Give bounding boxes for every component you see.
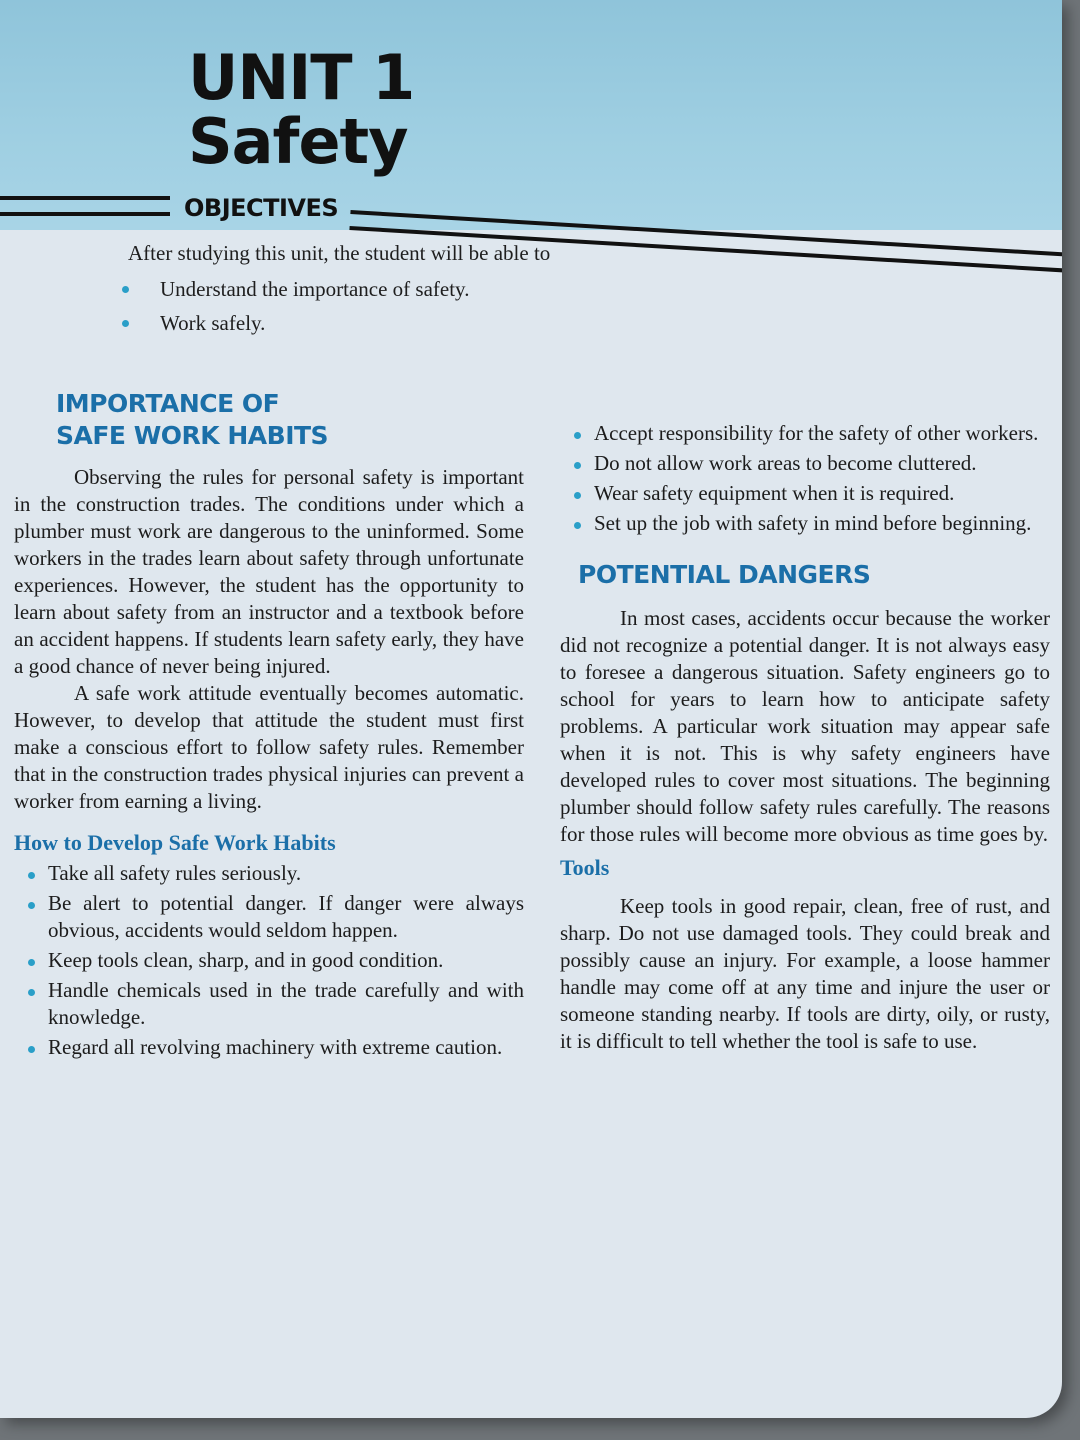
dangers-paragraph: In most cases, accidents occur because the worker did not recognize a potential danger. It is not always easy to foresee a dangerous situation. Safety engineers go to school for years to learn how to anticipate safety problems. A particular work situation may appear safe when it is not. This is why safety engineers have developed rules to cover most situations. The beginning plumber should follow safety rules carefully. The reasons for those rules will become more obvious as time goes by.	[560, 606, 1050, 846]
objectives-block	[128, 238, 688, 342]
habits-list-continued	[560, 420, 1050, 537]
importance-heading-line1: IMPORTANCE OF	[56, 389, 280, 418]
dangers-heading: POTENTIAL DANGERS	[578, 560, 871, 589]
importance-heading-line2: SAFE WORK HABITS	[56, 421, 329, 450]
importance-paragraph-2: A safe work attitude eventually becomes automatic. However, to develop that attitude the student must first make a conscious effort to follow safety rules. Remember that in the construction trades physical injuries can prevent a worker from earning a living.	[14, 681, 524, 813]
objectives-intro: After studying this unit, the student will be able to	[128, 241, 551, 265]
left-column	[14, 388, 524, 1064]
objective-item: Understand the importance of safety.	[128, 274, 688, 304]
habit-item: Regard all revolving machinery with extreme caution.	[14, 1034, 524, 1061]
objectives-list	[128, 274, 688, 338]
habit-item: Handle chemicals used in the trade carefully and with knowledge.	[14, 977, 524, 1031]
habit-item: Take all safety rules seriously.	[14, 860, 524, 887]
habit-item: Keep tools clean, sharp, and in good condition.	[14, 947, 524, 974]
habits-list	[14, 860, 524, 1061]
habit-item: Set up the job with safety in mind before beginning.	[560, 510, 1050, 537]
unit-title	[188, 41, 415, 178]
right-column	[560, 420, 1050, 1055]
habit-item: Accept responsibility for the safety of other workers.	[560, 420, 1050, 447]
objectives-heading: OBJECTIVES	[184, 194, 339, 222]
habits-heading: How to Develop Safe Work Habits	[14, 830, 336, 855]
unit-name: Safety	[188, 105, 408, 178]
tools-heading: Tools	[560, 855, 610, 880]
unit-number: UNIT 1	[188, 41, 415, 114]
importance-paragraph-1: Observing the rules for personal safety is important in the construction trades. The conditions under which a plumber must work are dangerous to the uninformed. Some workers in the trades learn about safety through unfortunate experiences. However, the student has the opportunity to learn about safety from an instructor and a textbook before an accident happens. If students learn safety early, they have a good chance of never being injured.	[14, 465, 524, 678]
objective-item: Work safely.	[128, 308, 688, 338]
importance-heading	[56, 388, 524, 452]
habit-item: Wear safety equipment when it is required.	[560, 480, 1050, 507]
tools-paragraph: Keep tools in good repair, clean, free of rust, and sharp. Do not use damaged tools. They could break and possibly cause an injury. For example, a loose hammer handle may come off at any time and injure the user or someone standing nearby. If tools are dirty, oily, or rusty, it is difficult to tell whether the tool is safe to use.	[560, 894, 1050, 1053]
habit-item: Do not allow work areas to become cluttered.	[560, 450, 1050, 477]
habit-item: Be alert to potential danger. If danger were always obvious, accidents would seldom happen.	[14, 890, 524, 944]
objectives-rule-left	[0, 196, 170, 216]
